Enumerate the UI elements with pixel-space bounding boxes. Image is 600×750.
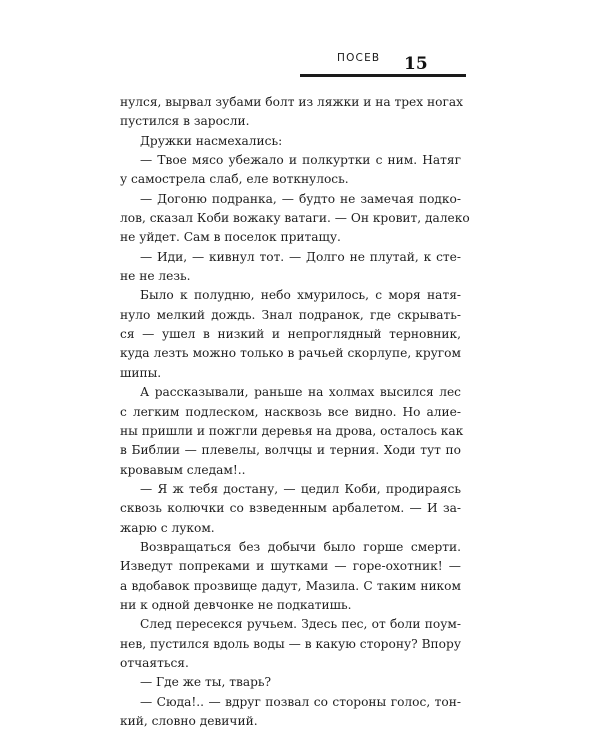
text-line: сквозь колючки со взведенным арбалетом. — И за- (120, 501, 461, 516)
text-line: — Твое мясо убежало и полкуртки с ним. Натяг (140, 153, 461, 168)
text-line: кровавым следам!.. (120, 462, 246, 477)
text-line: в Библии — плевелы, волчцы и терния. Ходи тут по (120, 443, 461, 458)
text-line: ны пришли и пожгли деревья на дрова, осталось как (120, 423, 464, 438)
text-line: — Я ж тебя достану, — цедил Коби, продираясь (140, 481, 461, 496)
text-line: лов, сказал Коби вожаку ватаги. — Он кровит, далеко (120, 211, 470, 226)
text-line: нуло мелкий дождь. Знал подранок, где скрывать- (120, 307, 461, 322)
text-line: Дружки насмехались: (140, 133, 283, 148)
text-line: Было к полудню, небо хмурилось, с моря натя- (140, 288, 461, 303)
running-head-title: ПОСЕВ (337, 52, 381, 64)
text-line: не не лезь. (120, 269, 191, 284)
text-line: у самострела слаб, еле воткнулось. (120, 172, 349, 187)
body-text (120, 93, 470, 731)
running-head (300, 48, 466, 84)
text-line: ни к одной девчонке не подкатишь. (120, 597, 352, 612)
text-line: отчаяться. (120, 655, 189, 670)
text-line: ся — ушел в низкий и непроглядный терновник, (120, 327, 461, 342)
text-line: куда лезть можно только в рачьей скорлупе, кругом (120, 346, 461, 361)
text-line: шипы. (120, 365, 162, 380)
text-line: а вдобавок прозвище дадут, Мазила. С таким ником (120, 578, 461, 593)
text-line: нулся, вырвал зубами болт из ляжки и на трех ногах (120, 95, 463, 109)
text-line: нев, пустился вдоль воды — в какую сторону? Впору (120, 636, 461, 651)
text-line: Изведут попреками и шутками — горе-охотник! — (120, 559, 461, 574)
text-line: — Догоню подранка, — будто не замечая подко- (140, 191, 461, 206)
text-line: пустился в заросли. (120, 114, 250, 129)
text-line: не уйдет. Сам в поселок притащу. (120, 230, 341, 245)
text-line: с легким подлеском, насквозь все видно. Но алие- (120, 404, 461, 419)
text-line: Возвращаться без добычи было горше смерти. (140, 539, 461, 554)
page-number: 15 (404, 54, 428, 74)
text-line: А рассказывали, раньше на холмах высился лес (140, 385, 461, 400)
text-line: След пересекся ручьем. Здесь пес, от боли поум- (140, 617, 461, 632)
text-line: — Где же ты, тварь? (140, 675, 272, 690)
text-line: кий, словно девичий. (120, 714, 258, 728)
text-line: жарю с луком. (120, 520, 215, 535)
text-line: — Иди, — кивнул тот. — Долго не плутай, к сте- (140, 249, 461, 264)
running-head-rule (300, 74, 466, 77)
text-line: — Сюда!.. — вдруг позвал со стороны голос, тон- (140, 694, 461, 709)
